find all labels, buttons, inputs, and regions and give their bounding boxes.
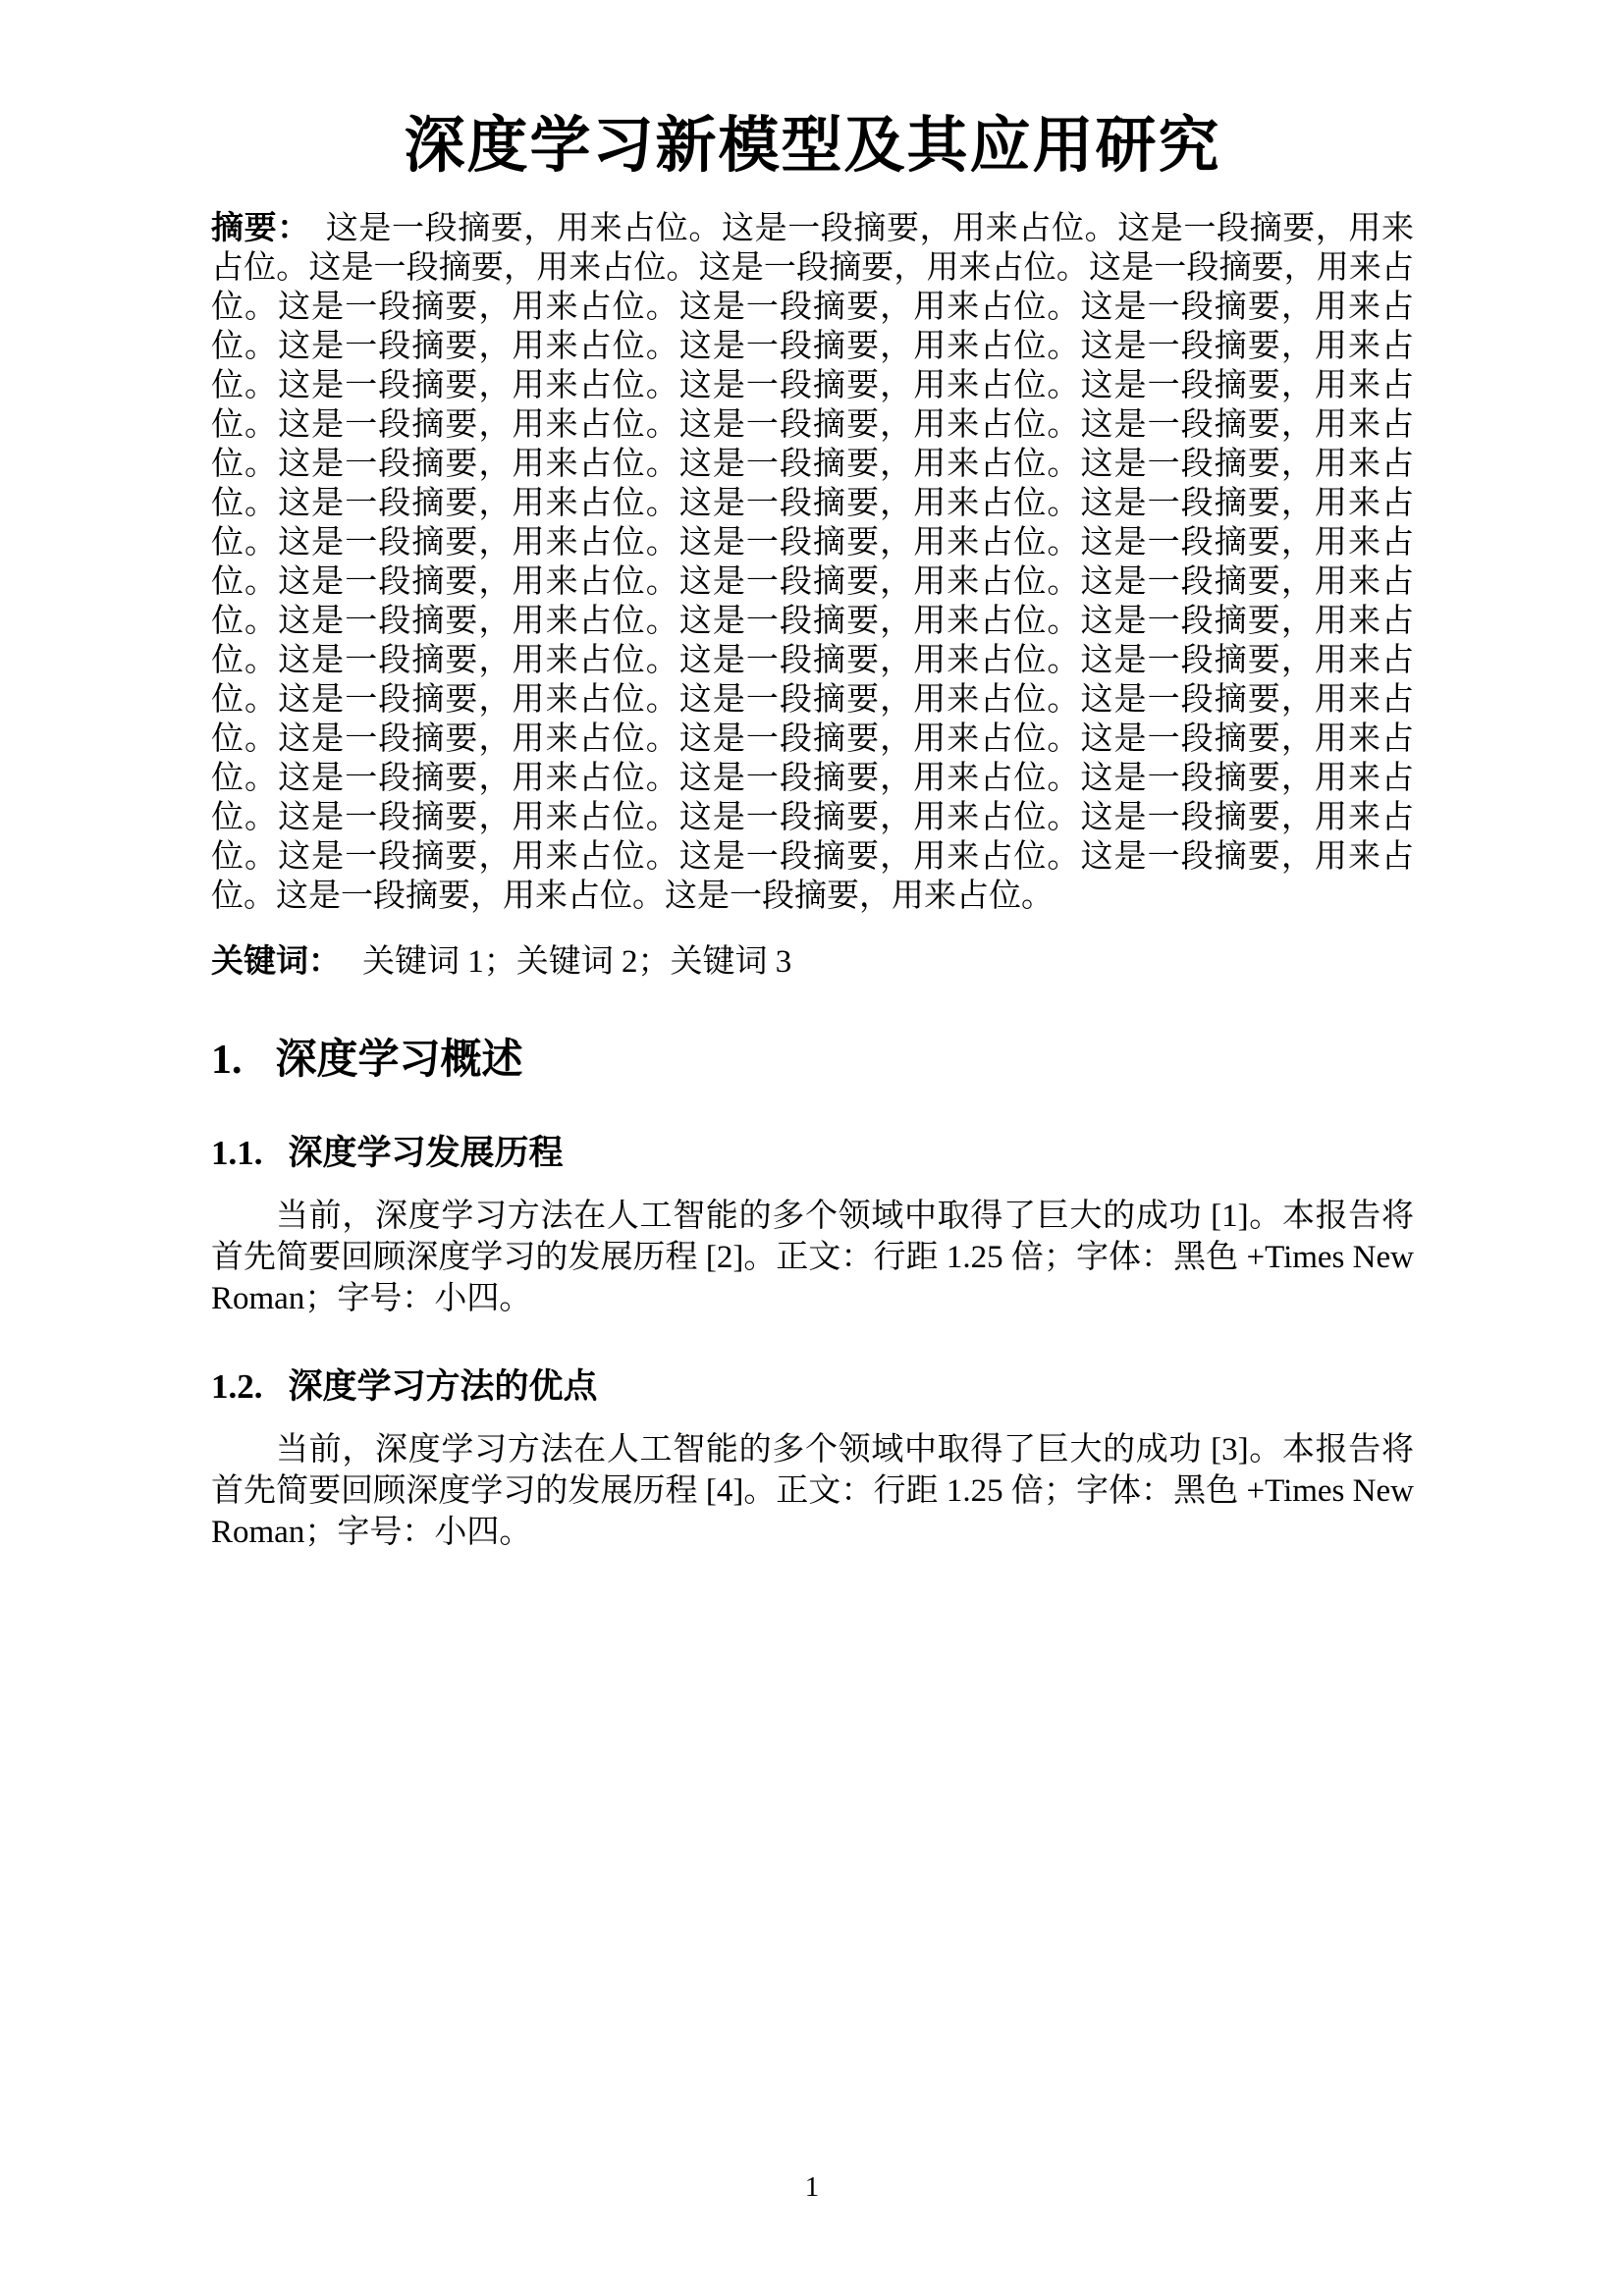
section-1-number: 1. [211,1038,243,1084]
section-1-heading [211,1035,1414,1085]
section-1-title: 深度学习概述 [275,1036,523,1083]
abstract-paragraph [211,208,1414,916]
subsection-1-1-heading [211,1133,1414,1174]
subsection-1-1-title: 深度学习发展历程 [288,1133,564,1172]
subsection-1-2-heading [211,1366,1414,1408]
subsection-1-1-number: 1.1. [211,1133,263,1172]
document-content [211,110,1414,1553]
subsection-1-2-number: 1.2. [211,1366,263,1406]
subsection-1-1-body: 当前，深度学习方法在人工智能的多个领域中取得了巨大的成功 [1]。本报告将首先简要回顾深度学习的发展历程 [2]。正文：行距 1.25 倍；字体：黑色 +Times New Roman；字号：小四。 [211,1198,1414,1316]
page-title: 深度学习新模型及其应用研究 [404,112,1221,180]
keywords-label: 关键词： [211,942,341,980]
keywords-line [211,941,1414,982]
abstract-text: 这是一段摘要，用来占位。这是一段摘要，用来占位。这是一段摘要，用来占位。这是一段摘要，用来占位。这是一段摘要，用来占位。这是一段摘要，用来占位。这是一段摘要，用来占位。这是一段摘要，用来占位。这是一段摘要，用来占位。这是一段摘要，用来占位。这是一段摘要，用来占位。这是一段摘要，用来占位。这是一段摘要，用来占位。这是一段摘要，用来占位。这是一段摘要，用来占位。这是一段摘要，用来占位。这是一段摘要，用来占位。这是一段摘要，用来占位。这是一段摘要，用来占位。这是一段摘要，用来占位。这是一段摘要，用来占位。这是一段摘要，用来占位。这是一段摘要，用来占位。这是一段摘要，用来占位。这是一段摘要，用来占位。这是一段摘要，用来占位。这是一段摘要，用来占位。这是一段摘要，用来占位。这是一段摘要，用来占位。这是一段摘要，用来占位。这是一段摘要，用来占位。这是一段摘要，用来占位。这是一段摘要，用来占位。这是一段摘要，用来占位。这是一段摘要，用来占位。这是一段摘要，用来占位。这是一段摘要，用来占位。这是一段摘要，用来占位。这是一段摘要，用来占位。这是一段摘要，用来占位。这是一段摘要，用来占位。这是一段摘要，用来占位。这是一段摘要，用来占位。这是一段摘要，用来占位。这是一段摘要，用来占位。这是一段摘要，用来占位。这是一段摘要，用来占位。这是一段摘要，用来占位。这是一段摘要，用来占位。这是一段摘要，用来占位。这是一段摘要，用来占位。这是一段摘要，用来占位。这是一段摘要，用来占位。 [211,211,1415,915]
page-number: 1 [804,2171,820,2203]
abstract-label: 摘要： [211,209,310,246]
subsection-1-2-body: 当前，深度学习方法在人工智能的多个领域中取得了巨大的成功 [3]。本报告将首先简要回顾深度学习的发展历程 [4]。正文：行距 1.25 倍；字体：黑色 +Times New Roman；字号：小四。 [211,1431,1414,1550]
subsection-1-2-title: 深度学习方法的优点 [288,1366,598,1406]
keywords-text: 关键词 1；关键词 2；关键词 3 [362,944,792,981]
